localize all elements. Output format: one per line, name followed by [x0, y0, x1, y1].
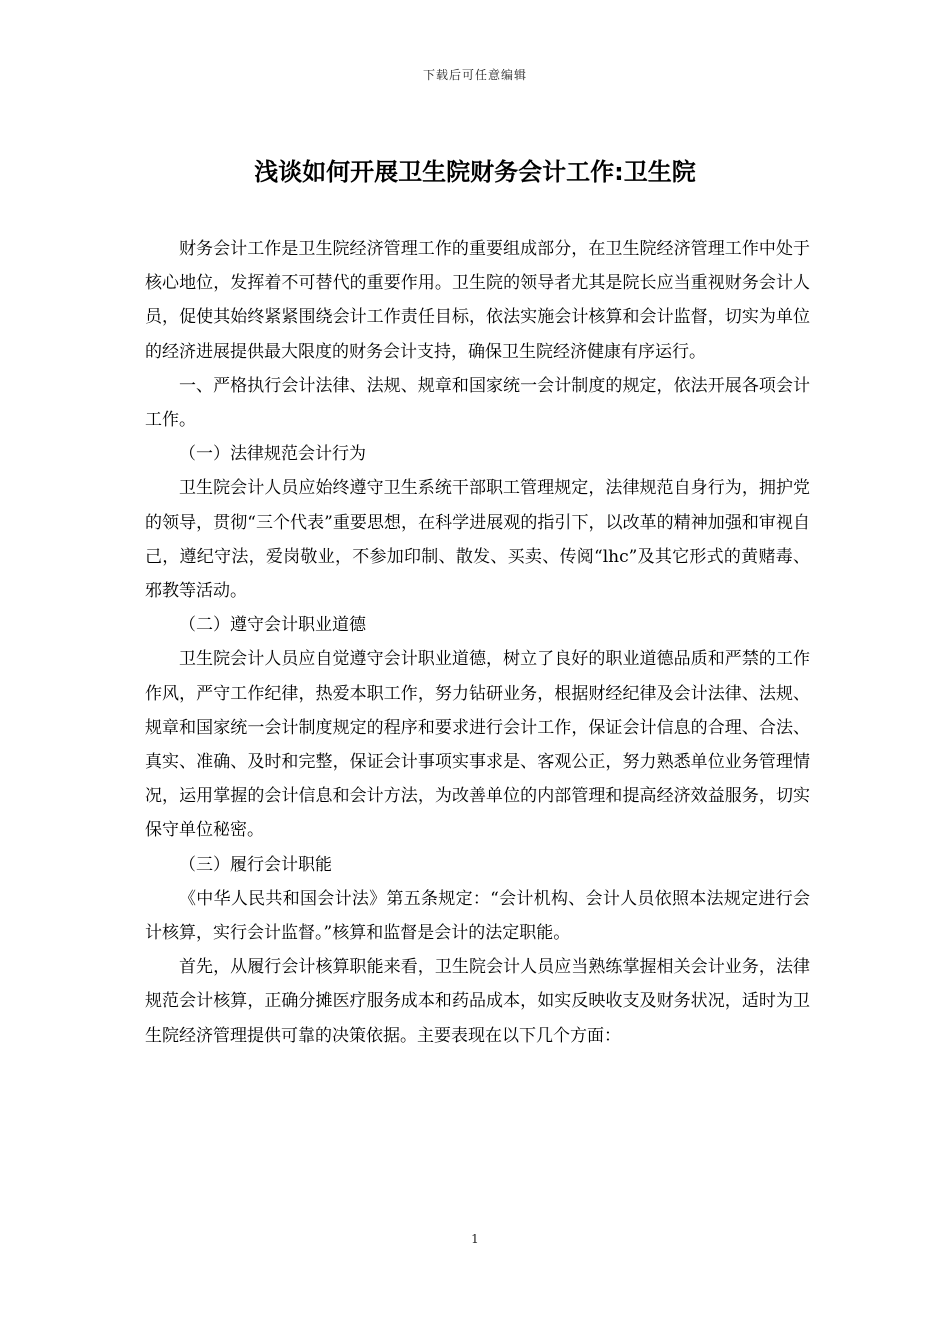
section-heading: （一）法律规范会计行为 — [179, 444, 366, 465]
paragraph: 一、严格执行会计法律、法规、规章和国家统一会计制度的规定，依法开展各项会计工作。 — [145, 375, 810, 431]
page-header: 下载后可任意编辑 — [422, 68, 527, 82]
section-heading: （三）履行会计职能 — [179, 854, 332, 875]
section-heading: （二）遵守会计职业道德 — [179, 615, 366, 636]
paragraph: 《中华人民共和国会计法》第五条规定：“会计机构、会计人员依照本法规定进行会计核算，实行会计监督。”核算和监督是会计的法定职能。 — [145, 888, 810, 944]
page-number: 1 — [471, 1232, 479, 1246]
paragraph: 卫生院会计人员应始终遵守卫生系统干部职工管理规定，法律规范自身行为，拥护党的领导，贯彻“三个代表”重要思想，在科学进展观的指引下，以改革的精神加强和审视自己，遵纪守法，爱岗敬业，不参加印制、散发、买卖、传阅“lhc”及其它形式的黄赌毒、邪教等活动。 — [145, 478, 810, 602]
paragraph: 财务会计工作是卫生院经济管理工作的重要组成部分，在卫生院经济管理工作中处于核心地位，发挥着不可替代的重要作用。卫生院的领导者尤其是院长应当重视财务会计人员，促使其始终紧紧围绕会计工作责任目标，依法实施会计核算和会计监督，切实为单位的经济进展提供最大限度的财务会计支持，确保卫生院经济健康有序运行。 — [145, 239, 810, 362]
paragraph: 首先，从履行会计核算职能来看，卫生院会计人员应当熟练掌握相关会计业务，法律规范会计核算，正确分摊医疗服务成本和药品成本，如实反映收支及财务状况，适时为卫生院经济管理提供可靠的决策依据。主要表现在以下几个方面： — [145, 957, 810, 1046]
paragraph: 卫生院会计人员应自觉遵守会计职业道德，树立了良好的职业道德品质和严禁的工作作风，严守工作纪律，热爱本职工作，努力钻研业务，根据财经纪律及会计法律、法规、规章和国家统一会计制度规定的程序和要求进行会计工作，保证会计信息的合理、合法、真实、准确、及时和完整，保证会计事项实事求是、客观公正，努力熟悉单位业务管理情况，运用掌握的会计信息和会计方法，为改善单位的内部管理和提高经济效益服务，切实保守单位秘密。 — [145, 649, 810, 841]
document-title: 浅谈如何开展卫生院财务会计工作:卫生院 — [254, 158, 696, 186]
document-body — [145, 232, 810, 1053]
